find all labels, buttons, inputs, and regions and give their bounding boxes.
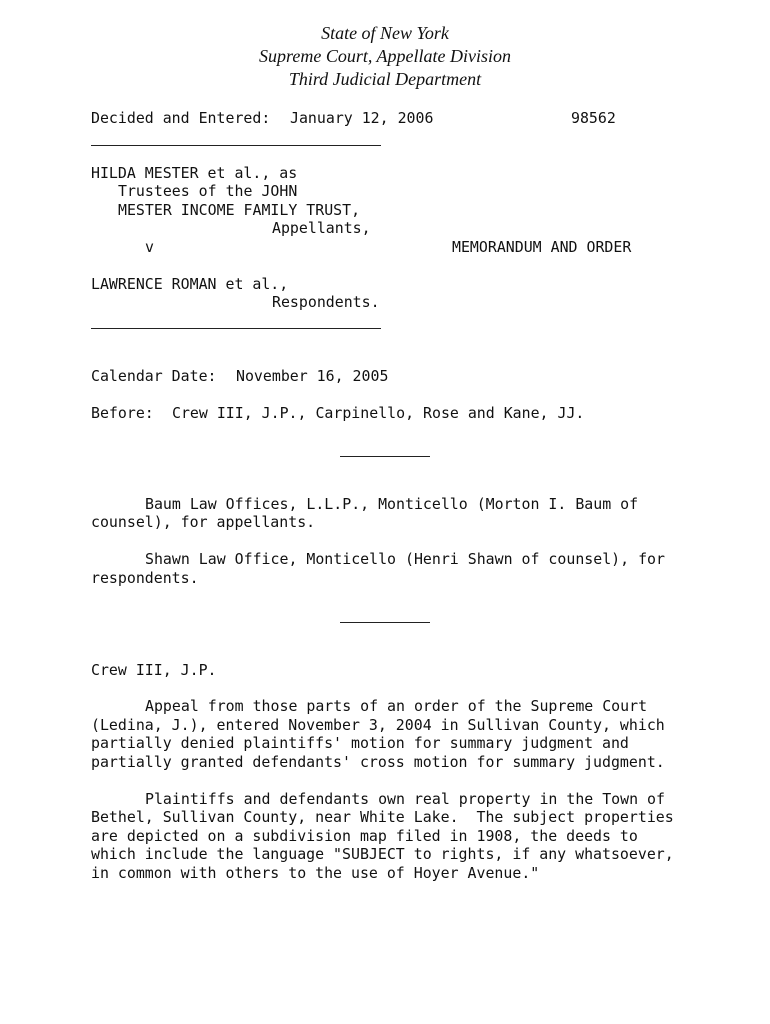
opinion-p1-line-1: Appeal from those parts of an order of the Supreme Court <box>145 697 648 715</box>
plaintiffs-line-2: Trustees of the JOHN <box>118 182 298 200</box>
document-type: MEMORANDUM AND ORDER <box>452 238 632 256</box>
caption-top-rule <box>91 145 381 146</box>
appellants-counsel-line-1: Baum Law Offices, L.L.P., Monticello (Morton I. Baum of <box>145 495 639 513</box>
section-rule-1 <box>340 456 430 457</box>
before-label: Before: <box>91 404 154 422</box>
respondents-role: Respondents. <box>272 293 380 311</box>
section-rule-2 <box>340 622 430 623</box>
before-judges: Crew III, J.P., Carpinello, Rose and Kane, JJ. <box>172 404 585 422</box>
defendants-line-1: LAWRENCE ROMAN et al., <box>91 275 289 293</box>
plaintiffs-line-3: MESTER INCOME FAMILY TRUST, <box>118 201 361 219</box>
opinion-p1-line-2: (Ledina, J.), entered November 3, 2004 in Sullivan County, which <box>91 716 665 734</box>
calendar-label: Calendar Date: <box>91 367 217 385</box>
opinion-p2-line-3: are depicted on a subdivision map filed in 1908, the deeds to <box>91 827 638 845</box>
header-department: Third Judicial Department <box>288 69 482 89</box>
opinion-p2-line-2: Bethel, Sullivan County, near White Lake. The subject properties <box>91 808 674 826</box>
opinion-p2-line-1: Plaintiffs and defendants own real property in the Town of <box>145 790 665 808</box>
versus: v <box>145 238 154 256</box>
appellants-counsel-line-2: counsel), for appellants. <box>91 513 316 531</box>
appellants-role: Appellants, <box>272 219 371 237</box>
opinion-p1-line-3: partially denied plaintiffs' motion for summary judgment and <box>91 734 629 752</box>
docket-number: 98562 <box>571 109 616 127</box>
opinion-p2-line-4: which include the language "SUBJECT to rights, if any whatsoever, <box>91 845 674 863</box>
plaintiffs-line-1: HILDA MESTER et al., as <box>91 164 298 182</box>
decided-date: January 12, 2006 <box>290 109 434 127</box>
decided-label: Decided and Entered: <box>91 109 271 127</box>
caption-bottom-rule <box>91 328 381 329</box>
respondents-counsel-line-2: respondents. <box>91 569 199 587</box>
opinion-author: Crew III, J.P. <box>91 661 217 679</box>
opinion-p2-line-5: in common with others to the use of Hoyer Avenue." <box>91 864 540 882</box>
respondents-counsel-line-1: Shawn Law Office, Monticello (Henri Shawn of counsel), for <box>145 550 665 568</box>
calendar-date: November 16, 2005 <box>236 367 389 385</box>
opinion-p1-line-4: partially granted defendants' cross motion for summary judgment. <box>91 753 665 771</box>
header-court: Supreme Court, Appellate Division <box>259 46 511 66</box>
header-state: State of New York <box>321 23 449 43</box>
